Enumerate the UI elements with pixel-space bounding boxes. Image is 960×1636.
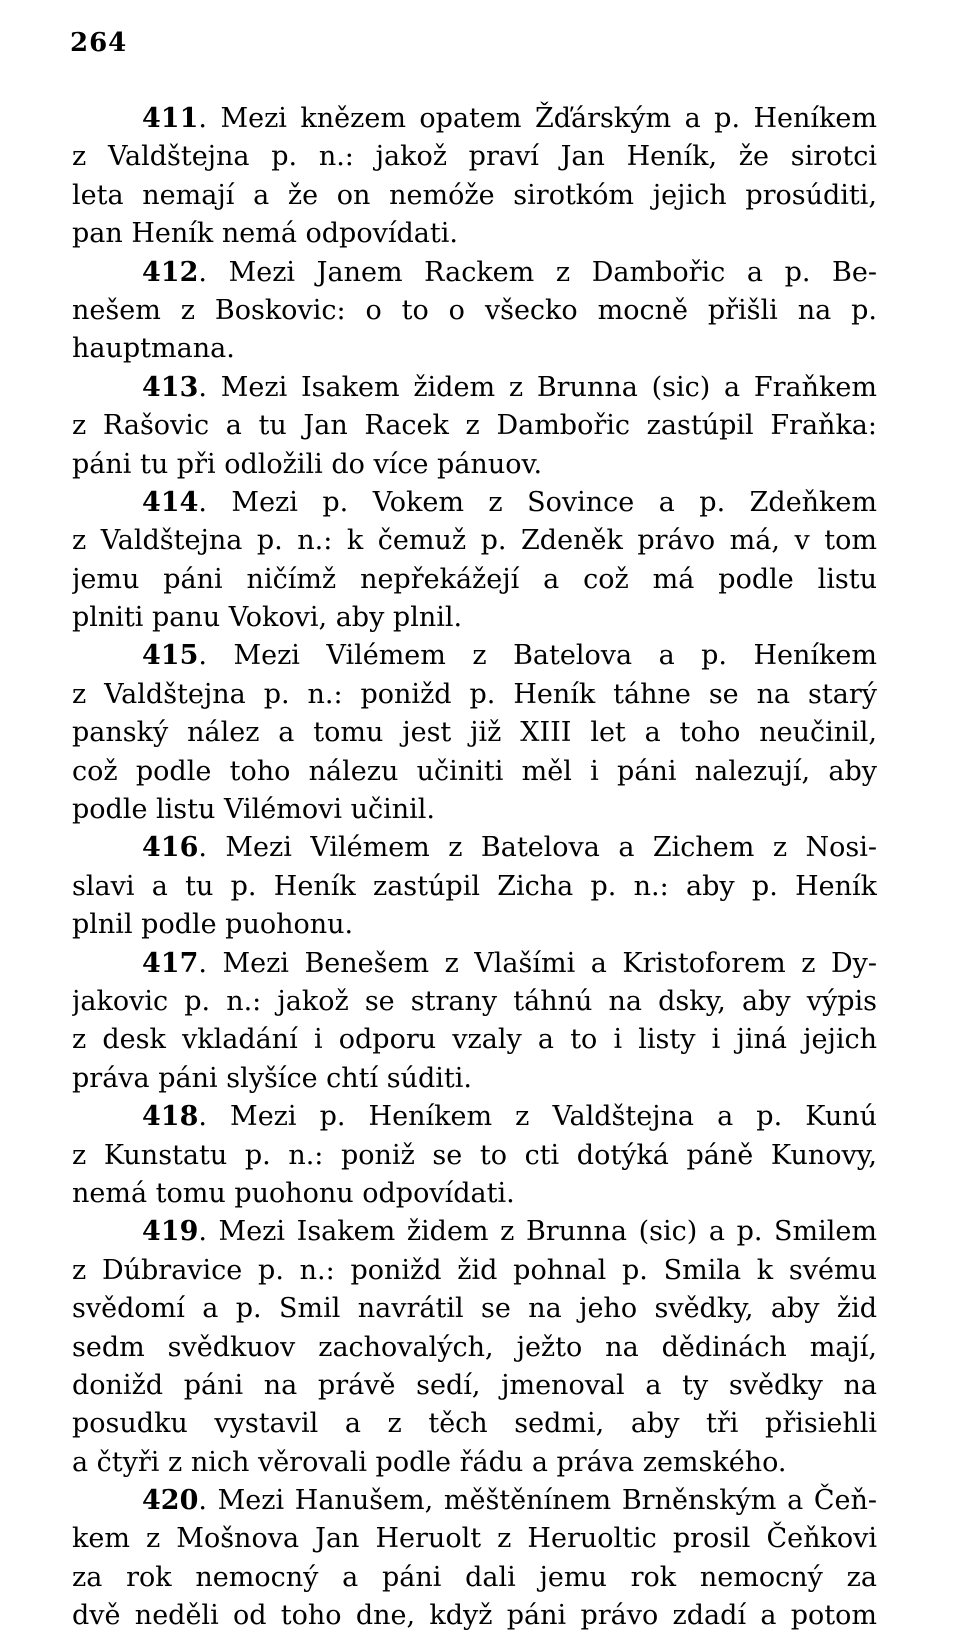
entry-number: 419	[142, 1216, 199, 1248]
text-line: z Rašovic a tu Jan Racek z Dambořic zastúpil Fraňka:	[72, 410, 877, 442]
entry-text: . Mezi p. Heníkem z Valdštejna a p. Kunú	[198, 1101, 877, 1133]
entry-text: . Mezi Hanušem, měštěnínem Brněnským a Čeň-	[198, 1485, 877, 1517]
text-line: z Valdštejna p. n.: jakož praví Jan Heník, že sirotci	[72, 141, 877, 173]
text-line: kem z Mošnova Jan Heruolt z Heruoltic prosil Čeňkovi	[72, 1523, 877, 1555]
text-line: sedm svědkuov zachovalých, ježto na dědinách mají,	[72, 1331, 877, 1363]
page-number: 264	[70, 28, 128, 58]
text-line: panský nález a tomu jest již XIII let a toho neučinil,	[72, 717, 877, 749]
text-line: nemá tomu puohonu odpovídati.	[72, 1177, 515, 1209]
text-line	[72, 254, 877, 292]
text-line: nešem z Boskovic: o to o všecko mocně přišli na p.	[72, 294, 877, 326]
entry-415	[72, 637, 877, 829]
entry-text: . Mezi Benešem z Vlašími a Kristoforem z Dy-	[198, 947, 877, 979]
text-line	[72, 100, 877, 138]
text-line: z Valdštejna p. n.: k čemuž p. Zdeněk právo má, v tom	[72, 525, 877, 557]
entry-number: 414	[142, 486, 199, 518]
entry-number: 412	[142, 256, 199, 288]
entry-number: 420	[142, 1485, 199, 1517]
text-line: posudku vystavil a z těch sedmi, aby tři přisiehli	[72, 1408, 877, 1440]
entry-text: . Mezi knězem opatem Žďárským a p. Heníkem	[198, 103, 877, 134]
entry-414	[72, 484, 877, 638]
text-line	[72, 637, 877, 675]
text-line: za rok nemocný a páni dali jemu rok nemocný za	[72, 1561, 877, 1593]
text-line: což podle toho nálezu učiniti měl i páni nalezují, aby	[72, 755, 877, 787]
text-line	[72, 1482, 877, 1520]
entry-text: . Mezi Isakem židem z Brunna (sic) a p. Smilem	[198, 1216, 877, 1248]
entry-text: . Mezi p. Vokem z Sovince a p. Zdeňkem	[198, 486, 877, 518]
text-line: donižd páni na právě sedí, jmenoval a ty svědky na	[72, 1369, 877, 1401]
text-line: z desk vkladání i odporu vzaly a to i listy i jiná jejich	[72, 1024, 877, 1056]
entry-411	[72, 100, 877, 254]
text-line: slavi a tu p. Heník zastúpil Zicha p. n.: aby p. Heník	[72, 870, 877, 902]
text-line: a čtyři z nich věrovali podle řádu a práva zemského.	[72, 1446, 787, 1478]
entry-420	[72, 1482, 877, 1636]
entry-416	[72, 829, 877, 944]
entry-number: 413	[142, 371, 199, 403]
text-line: podle listu Vilémovi učinil.	[72, 794, 435, 826]
entry-418	[72, 1098, 877, 1213]
text-line: práva páni slyšíce chtí súditi.	[72, 1062, 472, 1094]
text-line: svědomí a p. Smil navrátil se na jeho svědky, aby žid	[72, 1293, 877, 1325]
text-line	[72, 369, 877, 407]
entry-412	[72, 254, 877, 369]
entry-number: 417	[142, 947, 199, 979]
text-line: dvě neděli od toho dne, když páni právo zdadí a potom	[72, 1600, 877, 1632]
text-line: leta nemají a že on nemóže sirotkóm jejich prosúditi,	[72, 179, 877, 211]
text-line: z Kunstatu p. n.: poniž se to cti dotýká páně Kunovy,	[72, 1139, 877, 1171]
text-line	[72, 829, 877, 867]
text-line: plniti panu Vokovi, aby plnil.	[72, 602, 463, 634]
text-line	[72, 484, 877, 522]
text-line: pan Heník nemá odpovídati.	[72, 218, 458, 250]
text-line: jakovic p. n.: jakož se strany táhnú na dsky, aby výpis	[72, 985, 877, 1017]
entry-number: 418	[142, 1101, 199, 1133]
entry-419	[72, 1213, 877, 1482]
entry-text: . Mezi Vilémem z Batelova a Zichem z Nosi-	[198, 832, 877, 864]
text-line: hauptmana.	[72, 333, 235, 365]
entry-413	[72, 369, 877, 484]
document-body	[72, 100, 877, 1636]
text-line: páni tu při odložili do více pánuov.	[72, 448, 543, 480]
text-line	[72, 1098, 877, 1136]
entry-text: . Mezi Janem Rackem z Dambořic a p. Be-	[198, 256, 877, 288]
entry-number: 416	[142, 832, 199, 864]
entry-number: 411	[142, 103, 199, 134]
text-line: z Valdštejna p. n.: ponižd p. Heník táhne se na starý	[72, 678, 877, 710]
entry-text: . Mezi Isakem židem z Brunna (sic) a Fraňkem	[198, 371, 877, 403]
text-line: z Dúbravice p. n.: ponižd žid pohnal p. Smila k svému	[72, 1254, 877, 1286]
text-line: jemu páni ničímž nepřekážejí a což má podle listu	[72, 563, 877, 595]
entry-417	[72, 945, 877, 1099]
text-line	[72, 1213, 877, 1251]
text-line	[72, 945, 877, 983]
text-line: plnil podle puohonu.	[72, 909, 354, 941]
entry-text: . Mezi Vilémem z Batelova a p. Heníkem	[198, 640, 877, 672]
entry-number: 415	[142, 640, 199, 672]
